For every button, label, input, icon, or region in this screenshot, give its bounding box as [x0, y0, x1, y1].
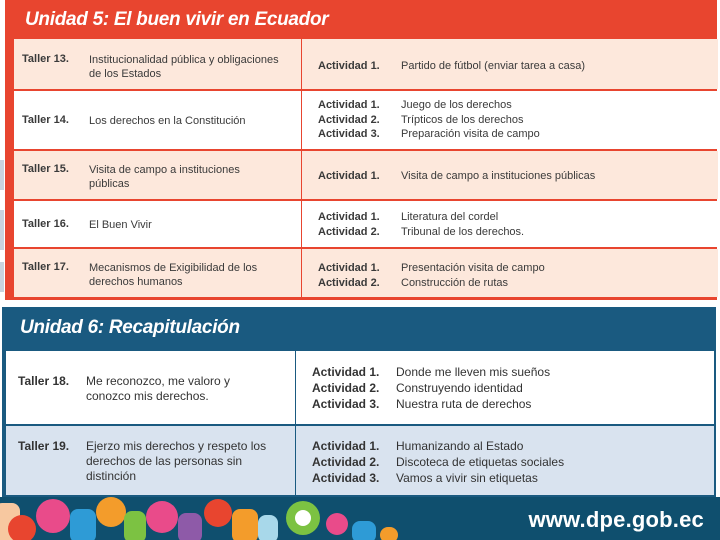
decorative-circle	[146, 501, 178, 533]
taller-label: Taller 19.	[18, 439, 70, 453]
decorative-circle	[204, 499, 232, 527]
table-row	[6, 426, 714, 495]
decorative-shape	[232, 509, 258, 540]
activity-list	[318, 210, 524, 239]
taller-cell	[14, 91, 302, 149]
activity-item	[318, 210, 524, 225]
website-url[interactable]: www.dpe.gob.ec	[528, 507, 704, 532]
activity-text: Construcción de rutas	[401, 276, 508, 289]
taller-label: Taller 18.	[18, 374, 70, 388]
activity-list	[318, 59, 585, 74]
activity-item	[318, 261, 545, 276]
activity-item	[312, 380, 550, 396]
table-row	[14, 91, 718, 149]
taller-label: Taller 17.	[22, 261, 69, 273]
activity-item	[318, 113, 540, 128]
activity-text: Construyendo identidad	[396, 381, 523, 395]
activity-label: Actividad 2.	[312, 455, 380, 469]
activity-label: Actividad 1.	[312, 439, 380, 453]
activity-item	[312, 364, 550, 380]
activity-text: Trípticos de los derechos	[401, 113, 524, 126]
decorative-shape	[124, 511, 146, 540]
activity-label: Actividad 1.	[318, 211, 380, 223]
taller-cell	[6, 426, 296, 495]
edge-decoration	[0, 262, 4, 292]
taller-text: Me reconozco, me valoro y conozco mis derechos.	[86, 374, 231, 403]
table-row	[14, 151, 718, 199]
taller-cell	[6, 351, 296, 424]
taller-cell	[14, 249, 302, 297]
activity-item	[312, 396, 550, 412]
activity-label: Actividad 3.	[318, 128, 380, 140]
activity-list	[318, 98, 540, 142]
unit6-title: Unidad 6: Recapitulación	[20, 317, 240, 338]
activity-label: Actividad 1.	[318, 99, 380, 111]
unit5-table	[14, 39, 718, 297]
activity-text: Tribunal de los derechos.	[401, 225, 525, 238]
activity-list	[318, 261, 545, 290]
activity-label: Actividad 1.	[318, 262, 380, 274]
table-row	[14, 201, 718, 247]
decorative-shape	[178, 513, 202, 540]
activity-item	[312, 470, 564, 486]
decorative-shape	[258, 515, 278, 540]
taller-cell	[14, 201, 302, 247]
taller-text: Ejerzo mis derechos y respeto los derechos de las personas sin distinción	[86, 439, 267, 483]
activity-text: Discoteca de etiquetas sociales	[396, 455, 565, 469]
edge-decoration	[0, 160, 4, 190]
activity-text: Humanizando al Estado	[396, 439, 524, 453]
activities-cell	[302, 249, 718, 297]
taller-text: El Buen Vivir	[89, 219, 152, 231]
activity-list	[318, 169, 595, 184]
activity-item	[318, 276, 545, 291]
activity-text: Preparación visita de campo	[401, 128, 540, 140]
activity-list	[312, 364, 550, 412]
taller-text: Los derechos en la Constitución	[89, 115, 246, 127]
decorative-shape	[70, 509, 96, 540]
activity-item	[312, 438, 564, 454]
activity-text: Visita de campo a instituciones públicas	[401, 170, 596, 182]
activity-text: Juego de los derechos	[401, 99, 512, 111]
edge-decoration	[0, 210, 4, 250]
unit6-panel	[2, 307, 716, 497]
activity-label: Actividad 3.	[312, 471, 380, 485]
activity-label: Actividad 2.	[318, 113, 380, 126]
decorative-circle	[295, 510, 311, 526]
activity-label: Actividad 2.	[318, 276, 380, 289]
activity-item	[318, 127, 540, 142]
decorative-shape	[380, 527, 398, 540]
taller-label: Taller 15.	[22, 163, 69, 175]
taller-text: Visita de campo a instituciones públicas	[89, 164, 240, 190]
activity-label: Actividad 3.	[312, 397, 380, 411]
table-row	[14, 39, 718, 89]
taller-label: Taller 13.	[22, 53, 69, 65]
taller-cell	[14, 151, 302, 199]
activity-list	[312, 438, 564, 486]
activities-cell	[302, 151, 718, 199]
activities-cell	[296, 426, 714, 495]
decorative-circle	[96, 497, 126, 527]
footer-bar	[0, 497, 720, 540]
activity-label: Actividad 1.	[318, 170, 380, 182]
activity-item	[312, 454, 564, 470]
unit6-table	[6, 351, 714, 495]
unit5-title: Unidad 5: El buen vivir en Ecuador	[25, 9, 329, 30]
activity-label: Actividad 2.	[312, 381, 380, 395]
taller-text: Mecanismos de Exigibilidad de los derechos humanos	[89, 262, 258, 288]
taller-text: Institucionalidad pública y obligaciones de los Estados	[89, 54, 279, 80]
activity-text: Literatura del cordel	[401, 211, 499, 223]
activity-item	[318, 59, 585, 74]
activity-text: Nuestra ruta de derechos	[396, 397, 532, 411]
decorative-circle	[326, 513, 348, 535]
activity-text: Donde me lleven mis sueños	[396, 365, 551, 379]
activity-item	[318, 225, 524, 240]
taller-label: Taller 16.	[22, 218, 69, 230]
activity-text: Vamos a vivir sin etiquetas	[396, 471, 538, 485]
activity-label: Actividad 1.	[318, 60, 380, 72]
activity-item	[318, 98, 540, 113]
table-row	[14, 249, 718, 297]
activity-label: Actividad 1.	[312, 365, 380, 379]
activities-cell	[302, 91, 718, 149]
table-row	[6, 351, 714, 424]
decorative-circle	[36, 499, 70, 533]
activity-label: Actividad 2.	[318, 225, 380, 238]
taller-label: Taller 14.	[22, 114, 69, 126]
decorative-shape	[352, 521, 376, 540]
unit5-panel	[5, 0, 717, 300]
activities-cell	[296, 351, 714, 424]
decorative-circle	[8, 515, 36, 540]
activities-cell	[302, 39, 718, 89]
activities-cell	[302, 201, 718, 247]
activity-item	[318, 169, 595, 184]
activity-text: Presentación visita de campo	[401, 262, 545, 274]
activity-text: Partido de fútbol (enviar tarea a casa)	[401, 60, 586, 72]
taller-cell	[14, 39, 302, 89]
